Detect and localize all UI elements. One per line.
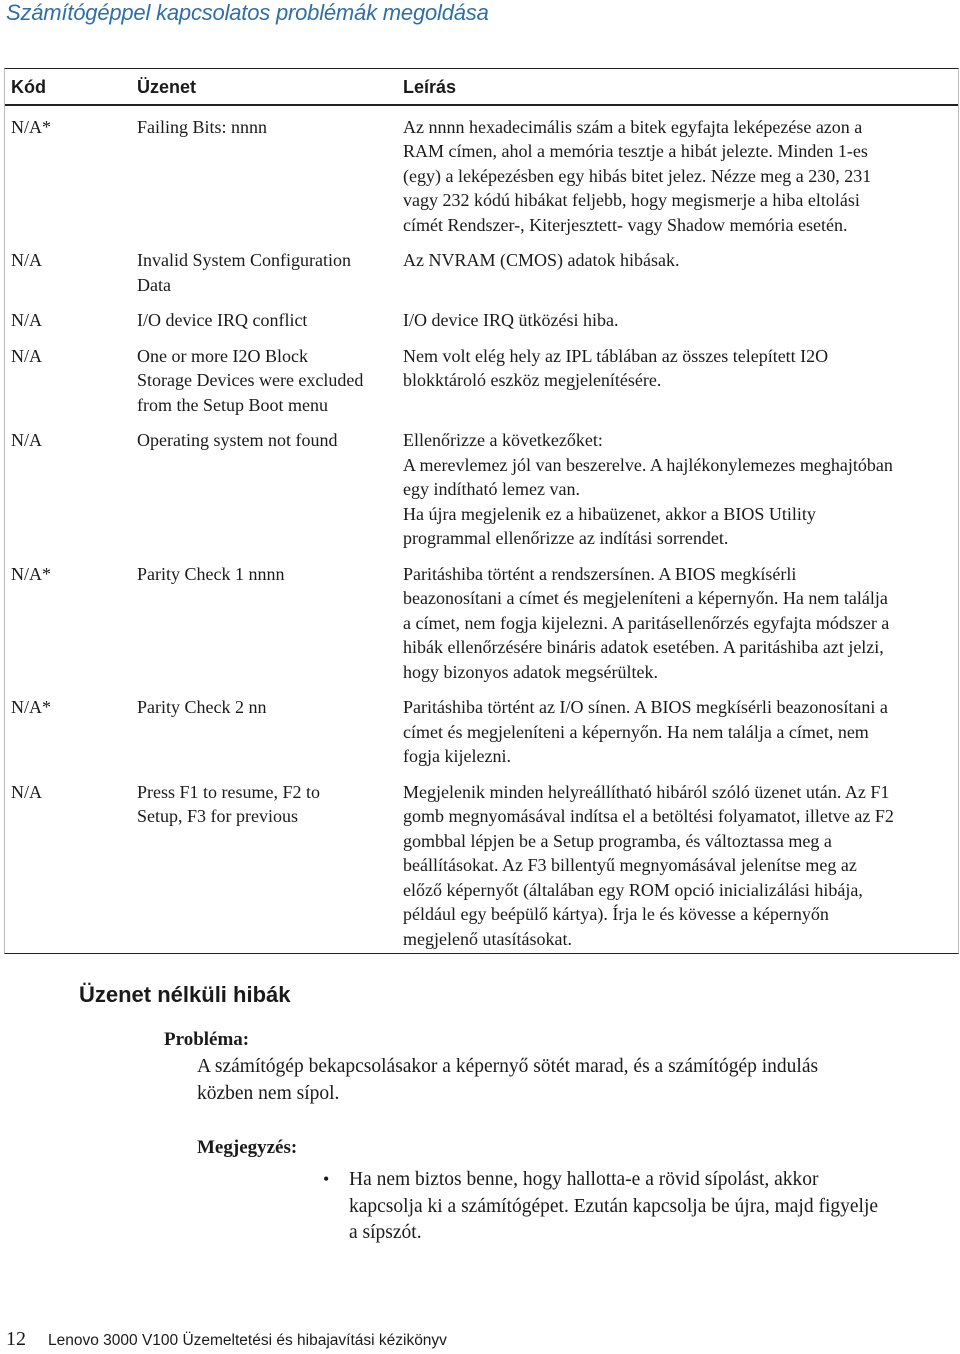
error-description-line: címet és megjeleníteni a képernyőn. Ha nem találja a címet, nem [403, 721, 869, 742]
error-message-line: I/O device IRQ conflict [137, 310, 308, 330]
note-text [349, 1167, 878, 1247]
error-description-cell [397, 686, 958, 771]
error-code-cell: N/A [11, 345, 42, 366]
error-description-line: beállításokat. Az F3 billentyű megnyomásával jelenítse meg az [403, 855, 857, 875]
error-code-cell: N/A* [11, 697, 51, 717]
error-description-cell [397, 106, 958, 240]
error-description-line: a címet, nem fogja kijelezni. A paritásellenőrzés egyfajta módszer a [403, 612, 890, 633]
table-row [5, 335, 958, 420]
note-text-line: a sípszót. [349, 1222, 422, 1243]
error-message-line: from the Setup Boot menu [137, 394, 328, 415]
note-text-line: kapcsolja ki a számítógépet. Ezután kapcsolja be újra, majd figyelje [349, 1195, 879, 1217]
error-description-cell [397, 419, 958, 553]
error-message-line: Data [137, 274, 171, 295]
error-code-cell: N/A [11, 250, 42, 270]
error-message-cell [131, 239, 397, 299]
error-description-line: (egy) a leképezésben egy hibás bitet jelez. Nézze meg a 230, 231 [403, 165, 872, 186]
problem-label: Probléma: [164, 1029, 250, 1050]
error-description-cell [397, 335, 958, 420]
error-description-line: egy indítható lemez van. [403, 479, 580, 499]
error-description-line: Paritáshiba történt az I/O sínen. A BIOS megkísérli beazonosítani a [403, 697, 888, 717]
error-description-line: fogja kijelezni. [403, 746, 511, 766]
error-message-line: Operating system not found [137, 430, 338, 450]
error-message-line: One or more I2O Block [137, 345, 308, 366]
error-description-line: beazonosítani a címet és megjeleníteni a képernyőn. Ha nem találja [403, 588, 888, 608]
error-description-line: Az nnnn hexadecimális szám a bitek egyfajta leképezése azon a [403, 116, 863, 137]
error-code-cell: N/A* [11, 563, 51, 584]
problem-text-line: közben nem sípol. [197, 1082, 340, 1104]
error-message-cell [131, 686, 397, 771]
table-row [5, 106, 958, 240]
error-message-cell [131, 419, 397, 553]
error-description-line: blokktároló eszköz megjelenítésére. [403, 370, 662, 390]
table-header-row [5, 69, 958, 106]
error-description-cell [397, 299, 958, 335]
book-title: Lenovo 3000 V100 Üzemeltetési és hibajavítási kézikönyv [48, 1332, 447, 1349]
error-message-line: Press F1 to resume, F2 to [137, 781, 321, 802]
table-row [5, 686, 958, 771]
error-description-line: például egy beépülő kártya). Írja le és kövesse a képernyőn [403, 904, 829, 924]
error-message-line: Parity Check 1 nnnn [137, 563, 285, 584]
note-text-line: Ha nem biztos benne, hogy hallotta-e a rövid sípolást, akkor [349, 1169, 819, 1190]
error-message-cell [131, 106, 397, 240]
error-message-line: Parity Check 2 nn [137, 697, 267, 717]
error-code-cell: N/A [11, 310, 42, 330]
section-title: Üzenet nélküli hibák [79, 982, 291, 1007]
error-description-line: Nem volt elég hely az IPL táblában az összes telepített I2O [403, 345, 829, 366]
error-description-line: RAM címen, ahol a memória tesztje a hibát jelezte. Minden 1-es [403, 141, 868, 161]
error-message-cell [131, 553, 397, 687]
error-description-cell [397, 771, 958, 954]
error-message-cell [131, 771, 397, 954]
note-label: Megjegyzés: [197, 1137, 298, 1158]
bullet-icon: • [323, 1169, 330, 1189]
column-header-code: Kód [11, 77, 46, 97]
error-message-cell [131, 299, 397, 335]
error-description-line: Ellenőrizze a következőket: [403, 430, 603, 450]
column-header-description: Leírás [403, 77, 457, 97]
column-header-message: Üzenet [137, 77, 197, 97]
error-description-line: I/O device IRQ ütközési hiba. [403, 310, 619, 330]
table-row [5, 299, 958, 335]
error-message-line: Invalid System Configuration [137, 250, 351, 270]
error-description-line: Megjelenik minden helyreállítható hibáról szóló üzenet után. Az F1 [403, 781, 890, 802]
page-footer [6, 1328, 447, 1351]
error-description-cell [397, 239, 958, 299]
error-description-line: programmal ellenőrizze az indítási sorrendet. [403, 528, 729, 548]
error-message-line: Setup, F3 for previous [137, 806, 298, 826]
table-row [5, 419, 958, 553]
error-description-line: előző képernyőt (általában egy ROM opció inicializálási hibája, [403, 879, 863, 900]
error-description-line: Paritáshiba történt a rendszersínen. A BIOS megkísérli [403, 563, 797, 584]
error-description-line: megjelenő utasításokat. [403, 928, 572, 949]
error-description-line: gomb megnyomásával indítsa el a betöltési folyamatot, illetve az F2 [403, 806, 894, 826]
error-table [4, 68, 959, 954]
error-description-line: címét Rendszer-, Kiterjesztett- vagy Shadow memória esetén. [403, 214, 848, 235]
table-row [5, 553, 958, 687]
error-description-line: vagy 232 kódú hibákat feljebb, hogy megismerje a hiba eltolási [403, 190, 860, 210]
table-row [5, 771, 958, 954]
error-code-cell: N/A* [11, 116, 51, 137]
page-number: 12 [6, 1328, 26, 1350]
error-description-line: hibák ellenőrzésére bináris adatok esetében. A paritáshiba azt jelzi, [403, 637, 884, 657]
error-description-line: Az NVRAM (CMOS) adatok hibásak. [403, 250, 680, 270]
problem-text-line: A számítógép bekapcsolásakor a képernyő sötét marad, és a számítógép indulás [197, 1056, 819, 1077]
error-message-line: Failing Bits: nnnn [137, 116, 268, 137]
error-description-line: hogy bizonyos adatok megsérültek. [403, 661, 658, 682]
error-message-cell [131, 335, 397, 420]
error-description-line: Ha újra megjelenik ez a hibaüzenet, akkor a BIOS Utility [403, 503, 816, 524]
table-body [5, 106, 958, 954]
error-description-line: A merevlemez jól van beszerelve. A hajlékonylemezes meghajtóban [403, 454, 893, 475]
table-row [5, 239, 958, 299]
error-code-cell: N/A [11, 781, 42, 802]
running-head-title: Számítógéppel kapcsolatos problémák megoldása [6, 0, 489, 25]
error-code-cell: N/A [11, 430, 42, 450]
error-message-line: Storage Devices were excluded [137, 370, 364, 390]
error-description-line: gombbal lépjen be a Setup programba, és változtassa meg a [403, 830, 832, 851]
error-description-cell [397, 553, 958, 687]
problem-text [197, 1054, 818, 1107]
